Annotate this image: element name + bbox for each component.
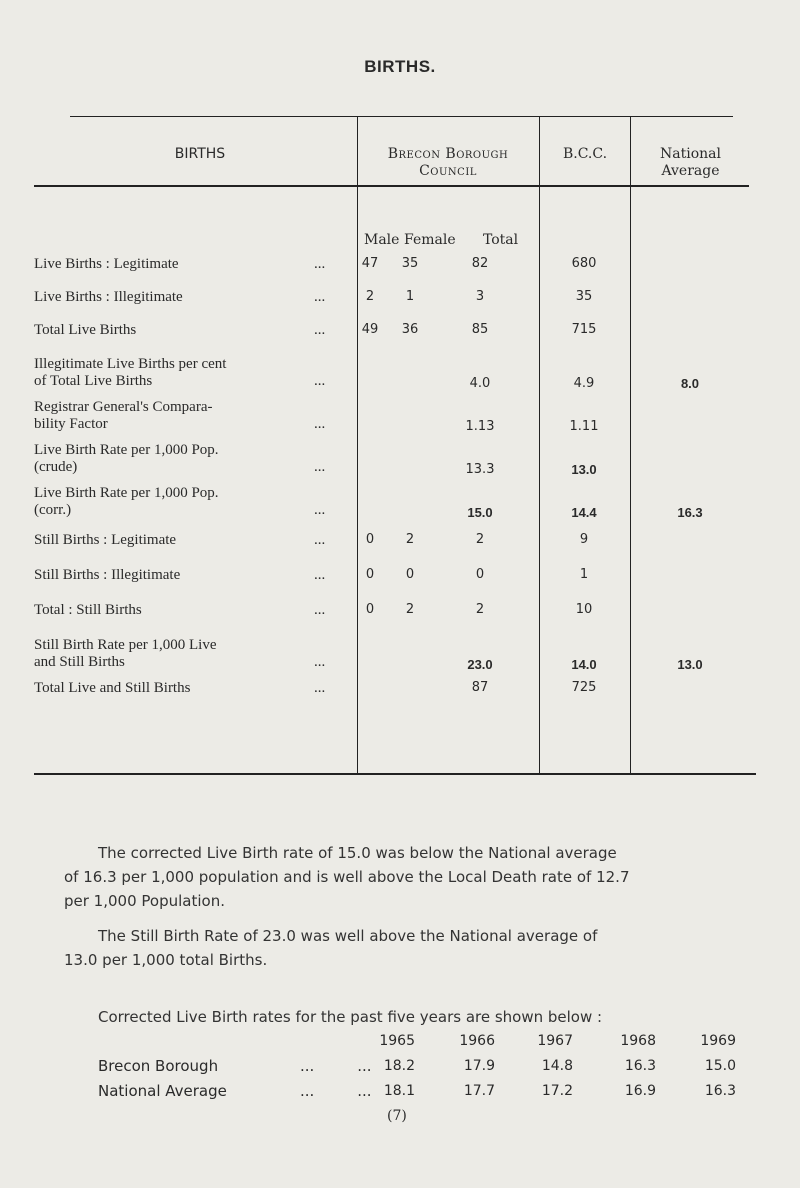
- row-label: [34, 637, 354, 671]
- cell-bcc: 14.0: [571, 657, 597, 672]
- leader-dots: ...: [314, 567, 326, 583]
- cell-bcc: 14.4: [571, 505, 597, 520]
- cell-female: 2: [405, 602, 415, 617]
- cell-total: 1.13: [465, 419, 495, 434]
- table-top-rule: [70, 116, 733, 117]
- cell-national: 16.3: [677, 505, 703, 520]
- paragraph-1-line: per 1,000 Population.: [64, 892, 225, 910]
- row-label: [34, 442, 354, 476]
- leader-dots: ...: [314, 502, 326, 518]
- row-label-line: (crude): [34, 459, 78, 475]
- leader-dots: ...: [314, 680, 326, 696]
- row-label-line: Still Births : Illegitimate: [34, 567, 181, 583]
- header-births: BIRTHS: [174, 146, 226, 162]
- cell-total: 2: [475, 532, 485, 547]
- row-label: [34, 399, 354, 433]
- paragraph-3: Corrected Live Birth rates for the past five years are shown below :: [98, 1008, 603, 1026]
- row-label-line: Total : Still Births: [34, 602, 142, 618]
- leader-dots: ...: [314, 373, 326, 389]
- rate-value: 17.9: [463, 1058, 495, 1074]
- table-bottom-rule: [34, 773, 756, 775]
- rate-value: 16.9: [624, 1083, 656, 1099]
- column-divider-2: [539, 116, 540, 773]
- rate-value: 16.3: [704, 1083, 736, 1099]
- header-bcc: B.C.C.: [562, 146, 608, 162]
- row-label-line: Live Births : Legitimate: [34, 256, 179, 272]
- row-label-line: bility Factor: [34, 416, 108, 432]
- row-label: [34, 322, 354, 339]
- paragraph-1: [64, 841, 764, 913]
- row-label: [34, 602, 354, 619]
- leader-dots: ...: [314, 256, 326, 272]
- row-label-line: (corr.): [34, 502, 72, 518]
- row-label-line: Live Birth Rate per 1,000 Pop.: [34, 442, 219, 458]
- row-label-line: Registrar General's Compara-: [34, 399, 213, 415]
- year-header: 1968: [620, 1033, 656, 1049]
- cell-female: 36: [401, 322, 419, 337]
- cell-female: 2: [405, 532, 415, 547]
- cell-male: 47: [361, 256, 379, 271]
- cell-bcc: 725: [571, 680, 597, 695]
- paragraph-2-line: The Still Birth Rate of 23.0 was well above the National average of: [98, 927, 598, 945]
- cell-bcc: 10: [575, 602, 593, 617]
- year-header: 1966: [459, 1033, 495, 1049]
- cell-female: 1: [405, 289, 415, 304]
- row-label-line: Total Live and Still Births: [34, 680, 191, 696]
- rate-value: 17.2: [541, 1083, 573, 1099]
- row-label: [34, 356, 354, 390]
- header-brecon-line2: Council: [419, 163, 477, 179]
- rate-value: 18.2: [383, 1058, 415, 1074]
- leader-dots: ... ...: [300, 1082, 372, 1100]
- table-header-rule: [34, 185, 749, 187]
- cell-male: 2: [365, 289, 375, 304]
- row-label-line: Live Births : Illegitimate: [34, 289, 183, 305]
- row-label: [34, 289, 354, 306]
- paragraph-1-line: of 16.3 per 1,000 population and is well above the Local Death rate of 12.7: [64, 868, 630, 886]
- leader-dots: ...: [314, 416, 326, 432]
- row-label-line: Illegitimate Live Births per cent: [34, 356, 227, 372]
- year-header: 1967: [537, 1033, 573, 1049]
- cell-total: 15.0: [467, 505, 493, 520]
- cell-total: 3: [475, 289, 485, 304]
- rate-value: 18.1: [383, 1083, 415, 1099]
- leader-dots: ...: [314, 602, 326, 618]
- row-label-line: and Still Births: [34, 654, 125, 670]
- cell-male: 0: [365, 567, 375, 582]
- cell-male: 0: [365, 602, 375, 617]
- cell-bcc: 4.9: [573, 376, 595, 391]
- rates-row-label: National Average: [98, 1082, 227, 1100]
- year-header: 1969: [700, 1033, 736, 1049]
- subheader-female: Female: [404, 232, 456, 248]
- cell-total: 0: [475, 567, 485, 582]
- rates-row-label: Brecon Borough: [98, 1057, 219, 1075]
- header-brecon-line1: Brecon Borough: [387, 146, 509, 162]
- leader-dots: ...: [314, 289, 326, 305]
- cell-total: 87: [471, 680, 489, 695]
- paragraph-2: [64, 924, 764, 972]
- rate-value: 14.8: [541, 1058, 573, 1074]
- cell-male: 0: [365, 532, 375, 547]
- header-national-line2: Average: [661, 163, 720, 179]
- row-label: [34, 256, 354, 273]
- row-label-line: of Total Live Births: [34, 373, 153, 389]
- cell-female: 35: [401, 256, 419, 271]
- row-label: [34, 485, 354, 519]
- leader-dots: ... ...: [300, 1057, 372, 1075]
- cell-bcc: 715: [571, 322, 597, 337]
- leader-dots: ...: [314, 532, 326, 548]
- subheader-male: Male: [364, 232, 400, 248]
- row-label: [34, 567, 354, 584]
- cell-national: 8.0: [680, 376, 700, 391]
- row-label-line: Live Birth Rate per 1,000 Pop.: [34, 485, 219, 501]
- cell-bcc: 13.0: [571, 462, 597, 477]
- header-national-line1: National: [660, 146, 721, 162]
- column-divider-3: [630, 116, 631, 773]
- row-label: [34, 680, 354, 697]
- cell-total: 85: [471, 322, 489, 337]
- leader-dots: ...: [314, 459, 326, 475]
- cell-male: 49: [361, 322, 379, 337]
- cell-national: 13.0: [677, 657, 703, 672]
- page-title: BIRTHS.: [364, 57, 436, 76]
- cell-bcc: 1: [579, 567, 589, 582]
- cell-bcc: 35: [575, 289, 593, 304]
- cell-bcc: 9: [579, 532, 589, 547]
- cell-bcc: 680: [571, 256, 597, 271]
- page-number: (7): [387, 1108, 407, 1124]
- paragraph-1-line: The corrected Live Birth rate of 15.0 was below the National average: [98, 844, 617, 862]
- rate-value: 15.0: [704, 1058, 736, 1074]
- cell-total: 23.0: [467, 657, 493, 672]
- cell-female: 0: [405, 567, 415, 582]
- rate-value: 16.3: [624, 1058, 656, 1074]
- leader-dots: ...: [314, 322, 326, 338]
- rate-value: 17.7: [463, 1083, 495, 1099]
- row-label-line: Total Live Births: [34, 322, 137, 338]
- year-header: 1965: [379, 1033, 415, 1049]
- cell-bcc: 1.11: [569, 419, 599, 434]
- cell-total: 4.0: [469, 376, 491, 391]
- cell-total: 82: [471, 256, 489, 271]
- cell-total: 13.3: [465, 462, 495, 477]
- column-divider-1: [357, 116, 358, 773]
- paragraph-2-line: 13.0 per 1,000 total Births.: [64, 951, 268, 969]
- row-label-line: Still Birth Rate per 1,000 Live: [34, 637, 217, 653]
- row-label-line: Still Births : Legitimate: [34, 532, 177, 548]
- cell-total: 2: [475, 602, 485, 617]
- subheader-total: Total: [483, 232, 519, 248]
- leader-dots: ...: [314, 654, 326, 670]
- row-label: [34, 532, 354, 549]
